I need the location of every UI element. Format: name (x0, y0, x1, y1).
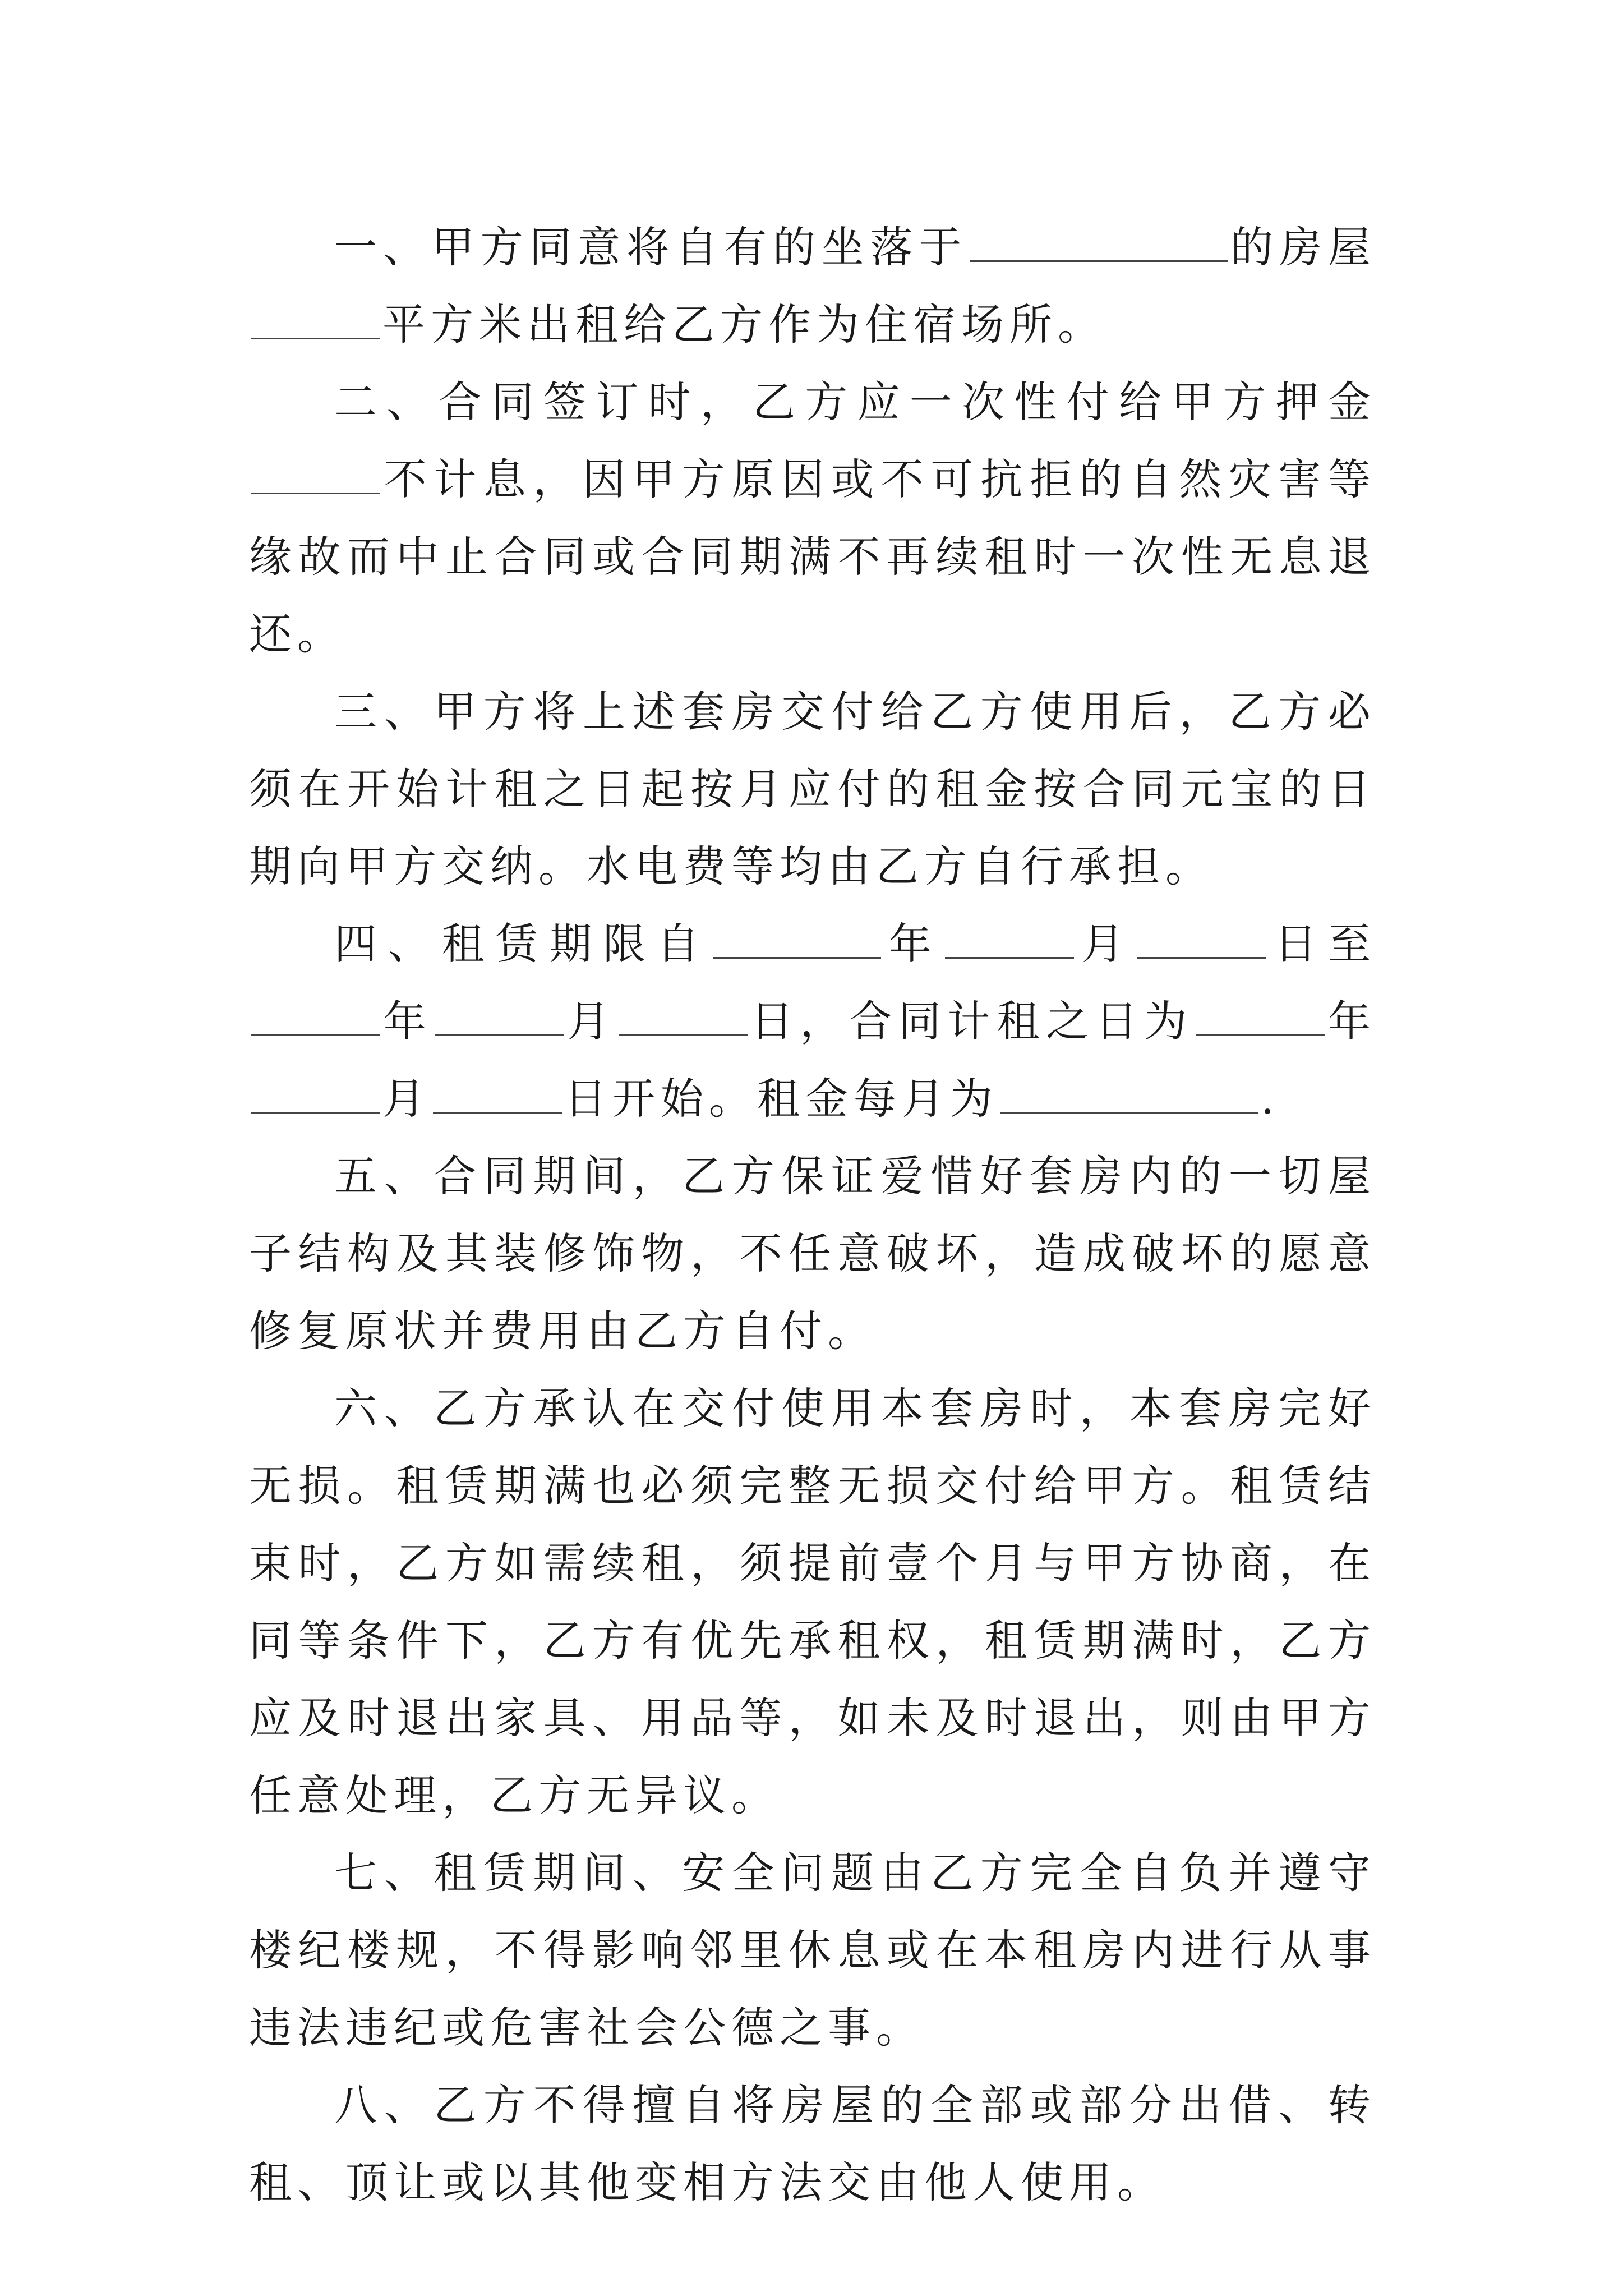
clause-5-text: 五、合同期间，乙方保证爱惜好套房内的一切屋子结构及其装修饰物，不任意破坏，造成破坏的愿意修复原状并费用由乙方自付。 (249, 1151, 1376, 1356)
clause-4-text-c: 日开始。租金每月为 (564, 1074, 998, 1124)
clause-1-text-c: 平方米出租给乙方作为住宿场所。 (382, 300, 1106, 349)
clause-4-period: . (1261, 1074, 1280, 1124)
start-day-blank (1137, 924, 1266, 959)
clause-4-rent-month-label: 月 (382, 1074, 431, 1124)
clause-3 (249, 673, 1376, 905)
clause-2-text-a: 二、合同签订时，乙方应一次性付给甲方押金 (334, 377, 1376, 427)
location-blank (970, 228, 1228, 262)
clause-4 (249, 905, 1376, 1138)
clause-5 (249, 1138, 1376, 1370)
end-day-blank (619, 1002, 748, 1036)
deposit-blank (251, 460, 380, 494)
start-year-blank (713, 924, 881, 959)
clause-6 (249, 1370, 1376, 1834)
clause-4-year-label: 年 (883, 919, 943, 969)
clause-7-text: 七、租赁期间、安全问题由乙方完全自负并遵守楼纪楼规，不得影响邻里休息或在本租房内进行从事违法违纪或危害社会公德之事。 (249, 1848, 1376, 2053)
clause-1 (249, 209, 1376, 364)
end-month-blank (435, 1002, 564, 1036)
rent-start-day-blank (433, 1079, 562, 1114)
contract-body (249, 209, 1376, 2221)
clause-4-rent-year-label: 年 (1327, 996, 1377, 1046)
clause-1-text-b: 的房屋 (1230, 222, 1376, 272)
clause-8-text: 八、乙方不得擅自将房屋的全部或部分出借、转租、顶让或以其他变相方法交由他人使用。 (249, 2080, 1376, 2207)
clause-4-month-label: 月 (1076, 919, 1136, 969)
clause-4-text-a: 四、租赁期限自 (334, 919, 711, 969)
end-year-blank (251, 1002, 380, 1036)
rent-start-month-blank (251, 1079, 380, 1114)
clause-3-text: 三、甲方将上述套房交付给乙方使用后，乙方必须在开始计租之日起按月应付的租金按合同元宝的日期向甲方交纳。水电费等均由乙方自行承担。 (249, 687, 1376, 891)
rent-start-year-blank (1196, 1002, 1325, 1036)
clause-2-text-b: 不计息，因甲方原因或不可抗拒的自然灾害等缘故而中止合同或合同期满不再续租时一次性无息退还。 (249, 454, 1376, 659)
start-month-blank (945, 924, 1074, 959)
clause-4-day-to-label: 日至 (1269, 919, 1377, 969)
monthly-rent-blank (1000, 1079, 1258, 1114)
clause-1-text-a: 一、甲方同意将自有的坐落于 (334, 222, 968, 272)
area-blank (251, 305, 380, 339)
clause-7 (249, 1834, 1376, 2067)
clause-8 (249, 2067, 1376, 2221)
clause-4-text-b: 日，合同计租之日为 (749, 996, 1194, 1046)
clause-4-end-month-label: 月 (566, 996, 616, 1046)
clause-6-text: 六、乙方承认在交付使用本套房时，本套房完好无损。租赁期满也必须完整无损交付给甲方。租赁结束时，乙方如需续租，须提前壹个月与甲方协商，在同等条件下，乙方有优先承租权，租赁期满时，乙方应及时退出家具、用品等，如未及时退出，则由甲方任意处理，乙方无异议。 (249, 1383, 1376, 1820)
clause-2 (249, 364, 1376, 673)
clause-4-end-year-label: 年 (382, 996, 433, 1046)
